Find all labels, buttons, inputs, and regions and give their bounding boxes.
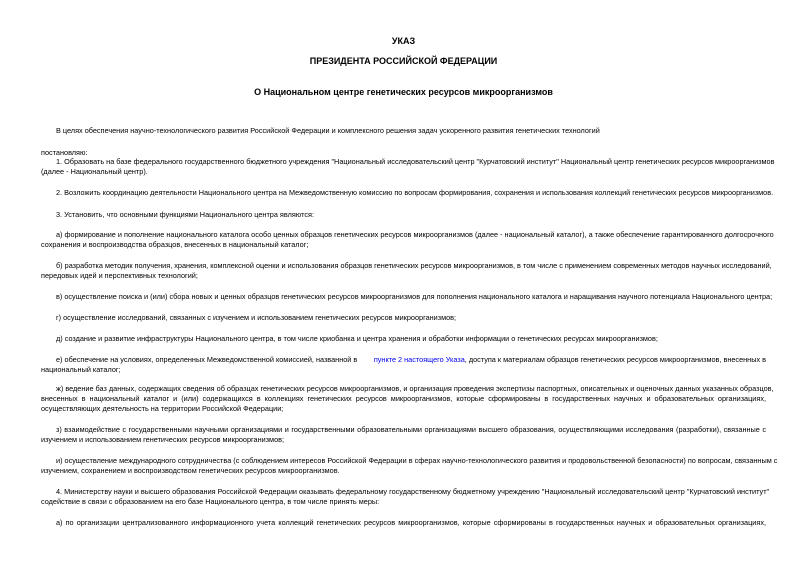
item-g: г) осуществление исследований, связанных с изучением и использованием генетических ресурсов микроорганизмов; — [56, 313, 457, 322]
paragraph-1-line-1: 1. Образовать на базе федерального государственного бюджетного учреждения "Национальный исследовательский центр "Курчатовский институт" Национальный центр генетических ресурсов микроорганизмов — [56, 157, 775, 166]
paragraph-1-line-2: (далее - Национальный центр). — [41, 167, 148, 176]
item-e-text-2: , доступа к материалам образцов генетических ресурсов микроорганизмов, внесенных в — [464, 355, 766, 364]
item-zh-line-2: внесенных в национальный каталог и (или) содержащихся в коллекциях генетических ресурсов микроорганизмов, которые сформированы в государственных научных и образовательных организациях, — [41, 394, 766, 403]
item-e-line-2: национальный каталог; — [41, 365, 121, 374]
paragraph-4-item-a: а) по организации централизованного информационного учета коллекций генетических ресурсов микроорганизмов, которые сформированы в государственных научных и образовательных организациях, — [56, 518, 766, 527]
item-a-line-1: а) формирование и пополнение национального каталога особо ценных образцов генетических ресурсов микроорганизмов (далее - национальный каталог), а также обеспечение гарантированного долгосрочного — [56, 230, 774, 239]
item-d: д) создание и развитие инфраструктуры Национального центра, в том числе криобанка и центра хранения и обработки информации о генетических ресурсах микроорганизмов; — [56, 334, 658, 343]
paragraph-4-line-1: 4. Министерству науки и высшего образования Российской Федерации оказывать федеральному государственному бюджетному учреждению "Национальный исследовательский центр "Курчатовский институт" — [56, 487, 770, 496]
item-z-line-1: з) взаимодействие с государственными научными организациями и государственными образовательными организациями высшего образования, осуществляющими исследования (разработки), связанные с — [56, 425, 766, 434]
paragraph-3: 3. Установить, что основными функциями Национального центра являются: — [56, 210, 314, 219]
item-e-line-1 — [56, 355, 766, 365]
president-heading: ПРЕЗИДЕНТА РОССИЙСКОЙ ФЕДЕРАЦИИ — [309, 56, 498, 66]
item-a-line-2: сохранения и воспроизводства образцов, внесенных в национальный каталог; — [41, 240, 309, 249]
item-i-line-2: изучением, сохранением и воспроизводством генетических ресурсов микроорганизмов. — [41, 466, 340, 475]
item-b-line-1: б) разработка методик получения, хранения, комплексной оценки и использования образцов генетических ресурсов микроорганизмов, в том числе с применением современных методов научных исследований, — [56, 261, 772, 270]
item-i-line-1: и) осуществление международного сотрудничества (с соблюдением интересов Российской Федерации в сферах научно-технологического развития и продовольственной безопасности) по вопросам, связанным с — [56, 456, 778, 465]
paragraph-2: 2. Возложить координацию деятельности Национального центра на Межведомственную комиссию по вопросам формирования, сохранения и использования коллекций генетических ресурсов микроорганизмов. — [56, 188, 774, 197]
item-e-link-wrap — [374, 355, 766, 365]
item-e-text-1: е) обеспечение на условиях, определенных Межведомственной комиссией, названной в — [56, 355, 358, 364]
item-v: в) осуществление поиска и (или) сбора новых и ценных образцов генетических ресурсов микроорганизмов для пополнения национального каталога и наращивания научного потенциала Национального центра; — [56, 292, 773, 301]
paragraph-4-line-2: содействие в связи с образованием на его базе Национального центра, в том числе принять меры: — [41, 497, 380, 506]
intro-paragraph: В целях обеспечения научно-технологического развития Российской Федерации и комплексного решения задач ускоренного развития генетических технологий — [56, 126, 600, 135]
item-z-line-2: изучением и использованием генетических ресурсов микроорганизмов; — [41, 435, 285, 444]
item-zh-line-1: ж) ведение баз данных, содержащих сведения об образцах генетических ресурсов микроорганизмов, и организация проведения экспертизы паспортных, описательных и оценочных данных указанных образцов, — [56, 384, 774, 393]
postanovlyayu-text: постановляю: — [41, 148, 88, 157]
item-b-line-2: передовых идей и перспективных технологий; — [41, 271, 198, 280]
decree-title: О Национальном центре генетических ресурсов микроорганизмов — [254, 87, 553, 97]
decree-heading: УКАЗ — [391, 36, 416, 46]
item-zh-line-3: осуществляющих деятельность на территории Российской Федерации; — [41, 404, 284, 413]
decree-paragraph-2-link[interactable]: пункте 2 настоящего Указа — [373, 355, 465, 364]
